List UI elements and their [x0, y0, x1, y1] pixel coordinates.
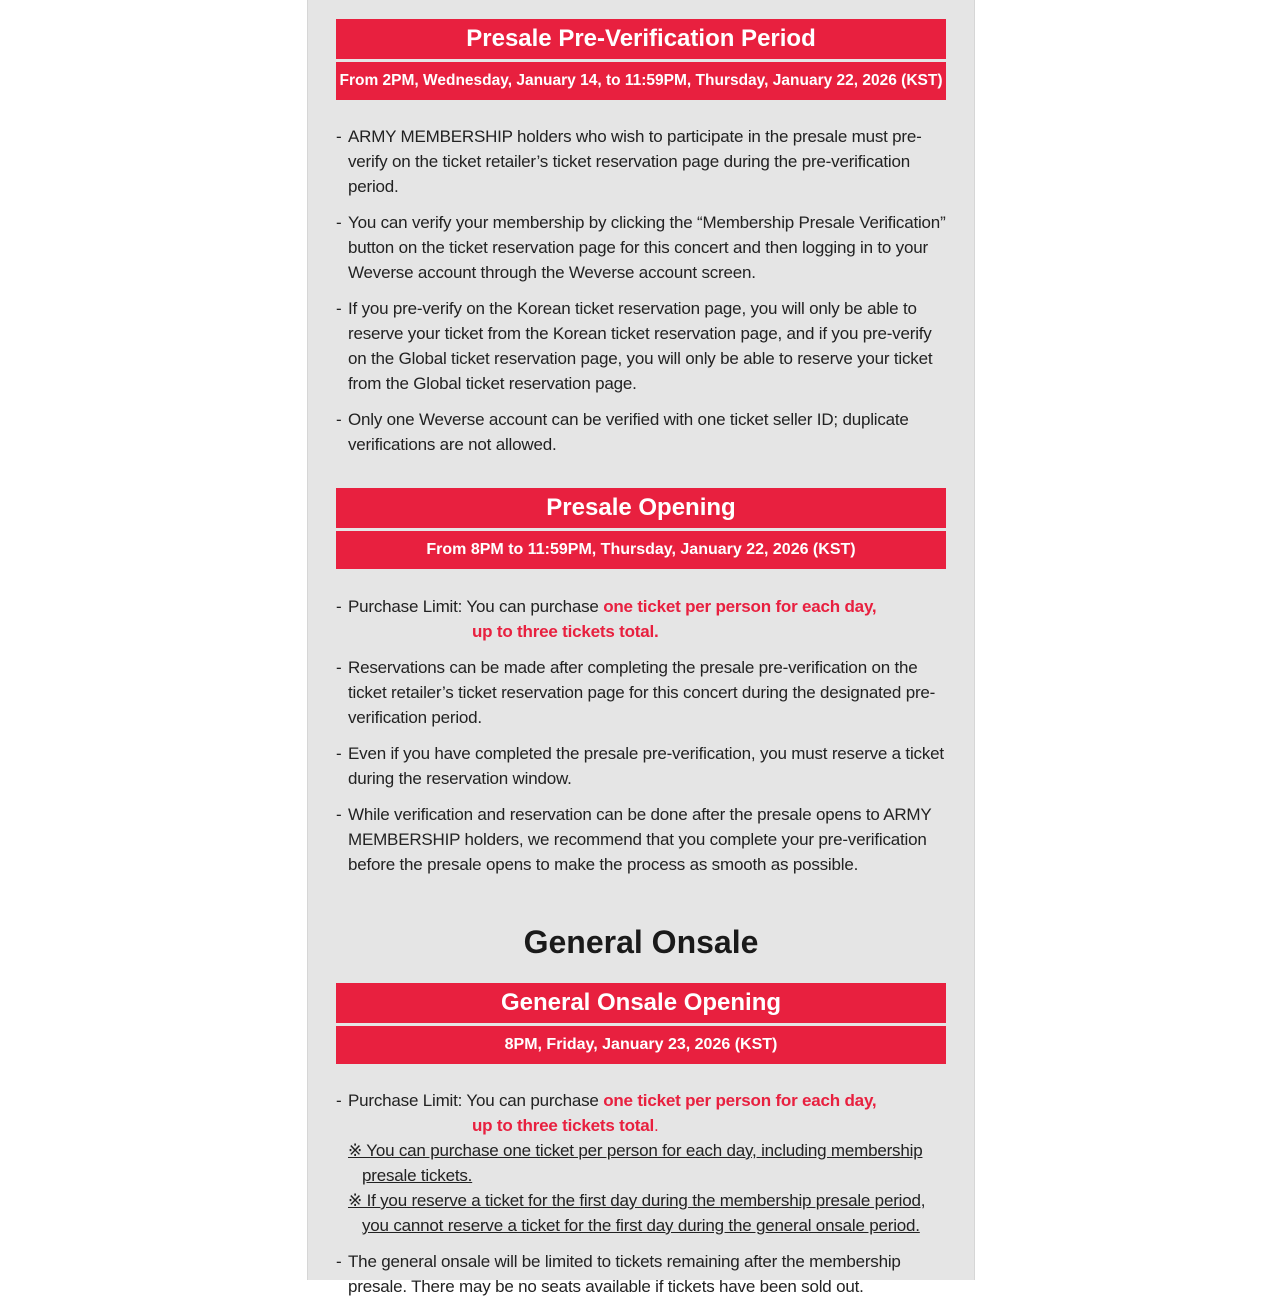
presale-verification-title: Presale Pre-Verification Period: [336, 19, 946, 59]
presale-verification-period: From 2PM, Wednesday, January 14, to 11:59PM, Thursday, January 22, 2026 (KST): [336, 62, 946, 100]
presale-opening-section: [336, 488, 946, 888]
purchase-limit-item: - Purchase Limit: You can purchase one ticket per person for each day, up to three tickets total.: [336, 597, 877, 641]
presale-opening-list: [336, 594, 946, 877]
purchase-note: ※ You can purchase one ticket per person for each day, including membership presale tickets.: [348, 1141, 923, 1185]
list-item: - You can verify your membership by clicking the “Membership Presale Verification” button on the ticket reservation page for this concert and then logging in to your Weverse account through the Weverse account screen.: [336, 213, 946, 282]
list-item: - Even if you have completed the presale pre-verification, you must reserve a ticket during the reservation window.: [336, 744, 944, 788]
purchase-limit-item: - Purchase Limit: You can purchase one ticket per person for each day, up to three tickets total. ※ You can purchase one ticket per person for each day, including membership presale tickets. ※ If you reserve a ticket for the first day during the membership presale period, you cannot reserve a ticket for the first day during the general onsale period.: [336, 1088, 946, 1238]
general-onsale-heading: General Onsale: [523, 924, 759, 960]
list-item: - The general onsale will be limited to tickets remaining after the membership presale. There may be no seats available if tickets have been sold out.: [336, 1252, 901, 1296]
purchase-note: ※ If you reserve a ticket for the first day during the membership presale period, you cannot reserve a ticket for the first day during the general onsale period.: [348, 1191, 926, 1235]
presale-opening-period: From 8PM to 11:59PM, Thursday, January 22, 2026 (KST): [336, 531, 946, 569]
presale-verification-section: [336, 19, 946, 468]
list-item: - While verification and reservation can be done after the presale opens to ARMY MEMBERSHIP holders, we recommend that you complete your pre-verification before the presale opens to make the process as smooth as possible.: [336, 805, 932, 874]
list-item: - ARMY MEMBERSHIP holders who wish to participate in the presale must pre-verify on the ticket retailer’s ticket reservation page during the pre-verification period.: [336, 127, 922, 196]
presale-opening-title: Presale Opening: [336, 488, 946, 528]
list-item: - If you pre-verify on the Korean ticket reservation page, you will only be able to reserve your ticket from the Korean ticket reservation page, and if you pre-verify on the Global ticket reservation page, you will only be able to reserve your ticket from the Global ticket reservation page.: [336, 299, 933, 393]
list-item: - Reservations can be made after completing the presale pre-verification on the ticket retailer’s ticket reservation page for this concert during the designated pre-verification period.: [336, 658, 936, 727]
presale-verification-list: [336, 124, 946, 457]
general-onsale-section: [336, 983, 946, 1310]
general-onsale-list: [336, 1088, 946, 1299]
general-onsale-date: 8PM, Friday, January 23, 2026 (KST): [336, 1026, 946, 1064]
document-page: [307, 0, 975, 1296]
general-onsale-title: General Onsale Opening: [336, 983, 946, 1023]
list-item: - Only one Weverse account can be verified with one ticket seller ID; duplicate verifications are not allowed.: [336, 410, 909, 454]
